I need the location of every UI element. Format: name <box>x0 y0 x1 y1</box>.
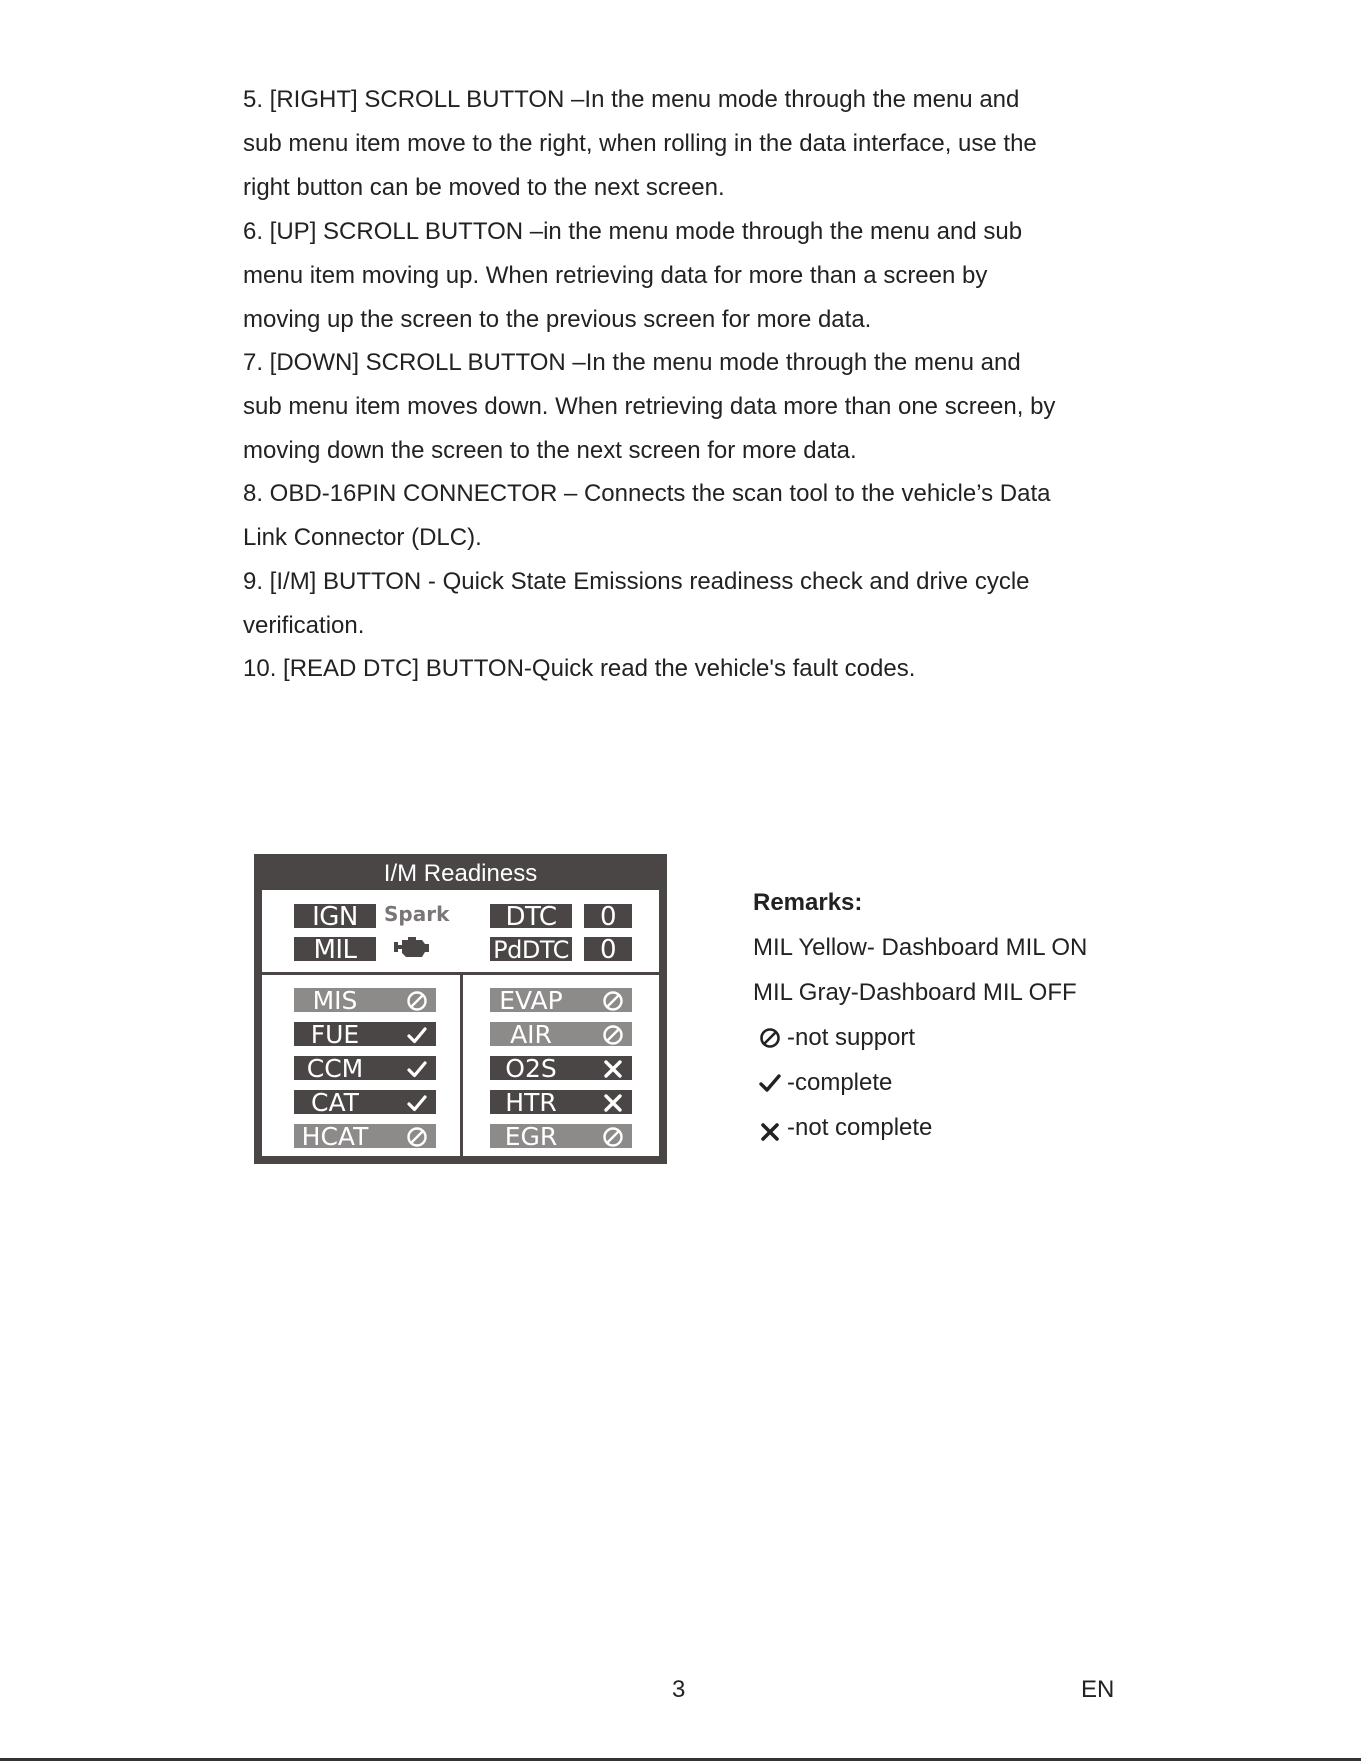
legend-complete <box>753 1060 1087 1105</box>
remarks <box>753 880 1087 1150</box>
monitor-label: MIS <box>312 986 358 1015</box>
not-support-icon <box>406 990 428 1012</box>
paragraph-connector <box>243 472 1143 560</box>
dtc-label: DTC <box>490 904 572 928</box>
paragraph-up-scroll <box>243 210 1143 342</box>
monitor-label: CCM <box>306 1054 364 1083</box>
paragraph-line: Link Connector (DLC). <box>243 524 482 551</box>
legend-complete-label: -complete <box>787 1069 893 1096</box>
paragraph-line: verification. <box>243 612 365 639</box>
check-icon <box>406 1058 428 1080</box>
legend-not-complete <box>753 1105 1087 1150</box>
paragraph-line: moving down the screen to the next screen for more data. <box>243 437 857 464</box>
dtc-value: 0 <box>584 904 632 928</box>
paragraph-line: 8. OBD-16PIN CONNECTOR – Connects the scan tool to the vehicle’s Data <box>243 480 1051 507</box>
cross-icon <box>602 1092 624 1114</box>
legend-not-complete-label: -not complete <box>787 1114 933 1141</box>
monitor-label: HTR <box>505 1088 557 1117</box>
paragraph-line: 10. [READ DTC] BUTTON-Quick read the vehicle's fault codes. <box>243 655 916 682</box>
not-support-icon <box>406 1126 428 1148</box>
legend-not-support-label: -not support <box>787 1024 916 1051</box>
paragraph-line: 7. [DOWN] SCROLL BUTTON –In the menu mode through the menu and <box>243 349 1021 376</box>
panel-title: I/M Readiness <box>383 860 538 887</box>
legend-not-support <box>753 1015 1087 1060</box>
check-icon <box>406 1092 428 1114</box>
remarks-heading: Remarks: <box>753 889 863 916</box>
cross-icon <box>602 1058 624 1080</box>
not-support-icon <box>759 1027 781 1049</box>
remark-mil-yellow: MIL Yellow- Dashboard MIL ON <box>753 934 1088 961</box>
language-code: EN <box>1081 1676 1115 1703</box>
panel-body <box>262 890 659 1156</box>
engine-icon <box>394 934 432 960</box>
monitor-row-hcat <box>294 1122 436 1151</box>
monitor-label: HCAT <box>301 1122 369 1151</box>
check-icon <box>759 1072 781 1094</box>
monitor-row-htr <box>490 1088 632 1117</box>
paragraph-line: sub menu item moves down. When retrieving data more than one screen, by <box>243 393 1056 420</box>
monitor-label: EVAP <box>499 986 563 1015</box>
monitor-row-egr <box>490 1122 632 1151</box>
monitor-row-cat <box>294 1088 436 1117</box>
paragraph-read-dtc <box>243 647 1143 691</box>
paragraph-line: 6. [UP] SCROLL BUTTON –in the menu mode through the menu and sub <box>243 218 1023 245</box>
not-support-icon <box>602 1024 624 1046</box>
paragraph-im-button <box>243 560 1143 648</box>
im-readiness-panel <box>254 854 667 1164</box>
paragraph-line: moving up the screen to the previous screen for more data. <box>243 306 872 333</box>
spark-label: Spark <box>384 902 450 926</box>
monitor-row-ccm <box>294 1054 436 1083</box>
monitor-row-fue <box>294 1020 436 1049</box>
panel-divider-vertical <box>460 972 463 1156</box>
paragraph-line: 9. [I/M] BUTTON - Quick State Emissions readiness check and drive cycle <box>243 568 1030 595</box>
pddtc-value: 0 <box>584 937 632 961</box>
monitor-label: O2S <box>505 1054 557 1083</box>
paragraph-line: sub menu item move to the right, when rolling in the data interface, use the <box>243 130 1037 157</box>
check-icon <box>406 1024 428 1046</box>
not-support-icon <box>602 990 624 1012</box>
monitor-row-evap <box>490 986 632 1015</box>
monitor-row-mis <box>294 986 436 1015</box>
paragraph-right-scroll <box>243 78 1143 210</box>
paragraph-down-scroll <box>243 341 1143 473</box>
not-support-icon <box>602 1126 624 1148</box>
monitor-label: AIR <box>510 1020 552 1049</box>
monitor-row-o2s <box>490 1054 632 1083</box>
remark-mil-gray: MIL Gray-Dashboard MIL OFF <box>753 979 1077 1006</box>
monitor-label: FUE <box>310 1020 360 1049</box>
monitor-row-air <box>490 1020 632 1049</box>
paragraph-line: right button can be moved to the next screen. <box>243 174 725 201</box>
mil-label: MIL <box>294 937 376 961</box>
pddtc-label: PdDTC <box>490 937 572 961</box>
paragraph-line: 5. [RIGHT] SCROLL BUTTON –In the menu mode through the menu and <box>243 86 1020 113</box>
monitor-label: CAT <box>311 1088 359 1117</box>
ign-label: IGN <box>294 904 376 928</box>
cross-icon <box>759 1121 781 1143</box>
monitor-label: EGR <box>504 1122 558 1151</box>
paragraph-line: menu item moving up. When retrieving data for more than a screen by <box>243 262 988 289</box>
page-number: 3 <box>672 1676 686 1703</box>
